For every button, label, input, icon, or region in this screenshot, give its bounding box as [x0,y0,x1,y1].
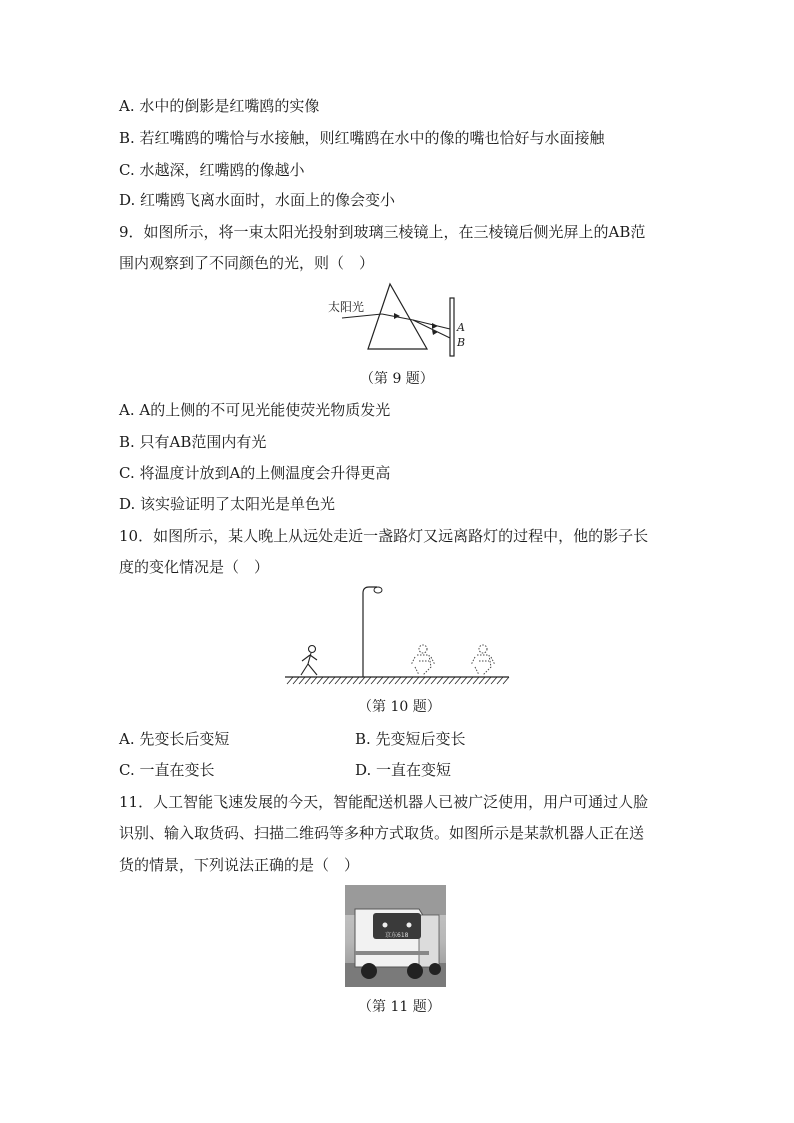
q8-option-b: B. 若红嘴鸥的嘴恰与水接触，则红嘴鸥在水中的像的嘴也恰好与水面接触 [119,129,605,147]
ground-hatching [287,677,509,684]
q8-option-c: C. 水越深，红嘴鸥的像越小 [119,161,305,179]
arrow-head [432,323,438,329]
label-b: B [457,336,466,349]
dotted-person [411,645,435,675]
arrow-head [394,313,400,319]
incident-ray [342,314,382,318]
ray-out-a [413,320,450,329]
lamp-head [374,587,382,593]
lamp-post [363,587,377,677]
q9-stem-line2: 围内观察到了不同颜色的光，则（ ） [119,254,375,272]
q11-stem-line2: 识别、输入取货码、扫描二维码等多种方式取货。如图所示是某款机器人正在送 [119,824,645,842]
q8-option-a: A. 水中的倒影是红嘴鸥的实像 [119,97,320,115]
q11-caption: （第 11 题） [358,999,441,1015]
label-a: A [457,321,465,334]
q9-option-d: D. 该实验证明了太阳光是单色光 [119,495,336,513]
q10-option-c: C. 一直在变长 [119,761,215,779]
q8-option-d: D. 红嘴鸥飞离水面时，水面上的像会变小 [119,191,396,209]
q9-option-c: C. 将温度计放到A的上侧温度会升得更高 [119,464,391,482]
q10-option-b: B. 先变短后变长 [355,730,466,748]
walking-person [301,646,317,676]
q9-option-a: A. A的上侧的不可见光能使荧光物质发光 [119,401,391,419]
q10-option-d: D. 一直在变短 [355,761,452,779]
robot-screen-label: 京东618 [385,932,409,939]
streetlight-figure [283,585,513,690]
q10-option-a: A. 先变长后变短 [119,730,230,748]
delivery-robot-photo [345,885,446,987]
q11-stem-line3: 货的情景，下列说法正确的是（ ） [119,856,360,874]
q9-caption: （第 9 题） [360,371,434,387]
sun-label: 太阳光 [328,300,365,314]
dotted-person [471,645,495,675]
prism-figure [320,280,480,360]
light-screen [450,298,454,356]
q9-option-b: B. 只有AB范围内有光 [119,433,267,451]
q9-stem-line1: 9．如图所示，将一束太阳光投射到玻璃三棱镜上，在三棱镜后侧光屏上的AB范 [119,223,646,241]
q10-stem-line1: 10．如图所示，某人晚上从远处走近一盏路灯又远离路灯的过程中，他的影子长 [119,527,649,545]
q10-stem-line2: 度的变化情况是（ ） [119,558,270,576]
q11-stem-line1: 11．人工智能飞速发展的今天，智能配送机器人已被广泛使用，用户可通过人脸 [119,793,649,811]
q10-caption: （第 10 题） [358,699,441,715]
